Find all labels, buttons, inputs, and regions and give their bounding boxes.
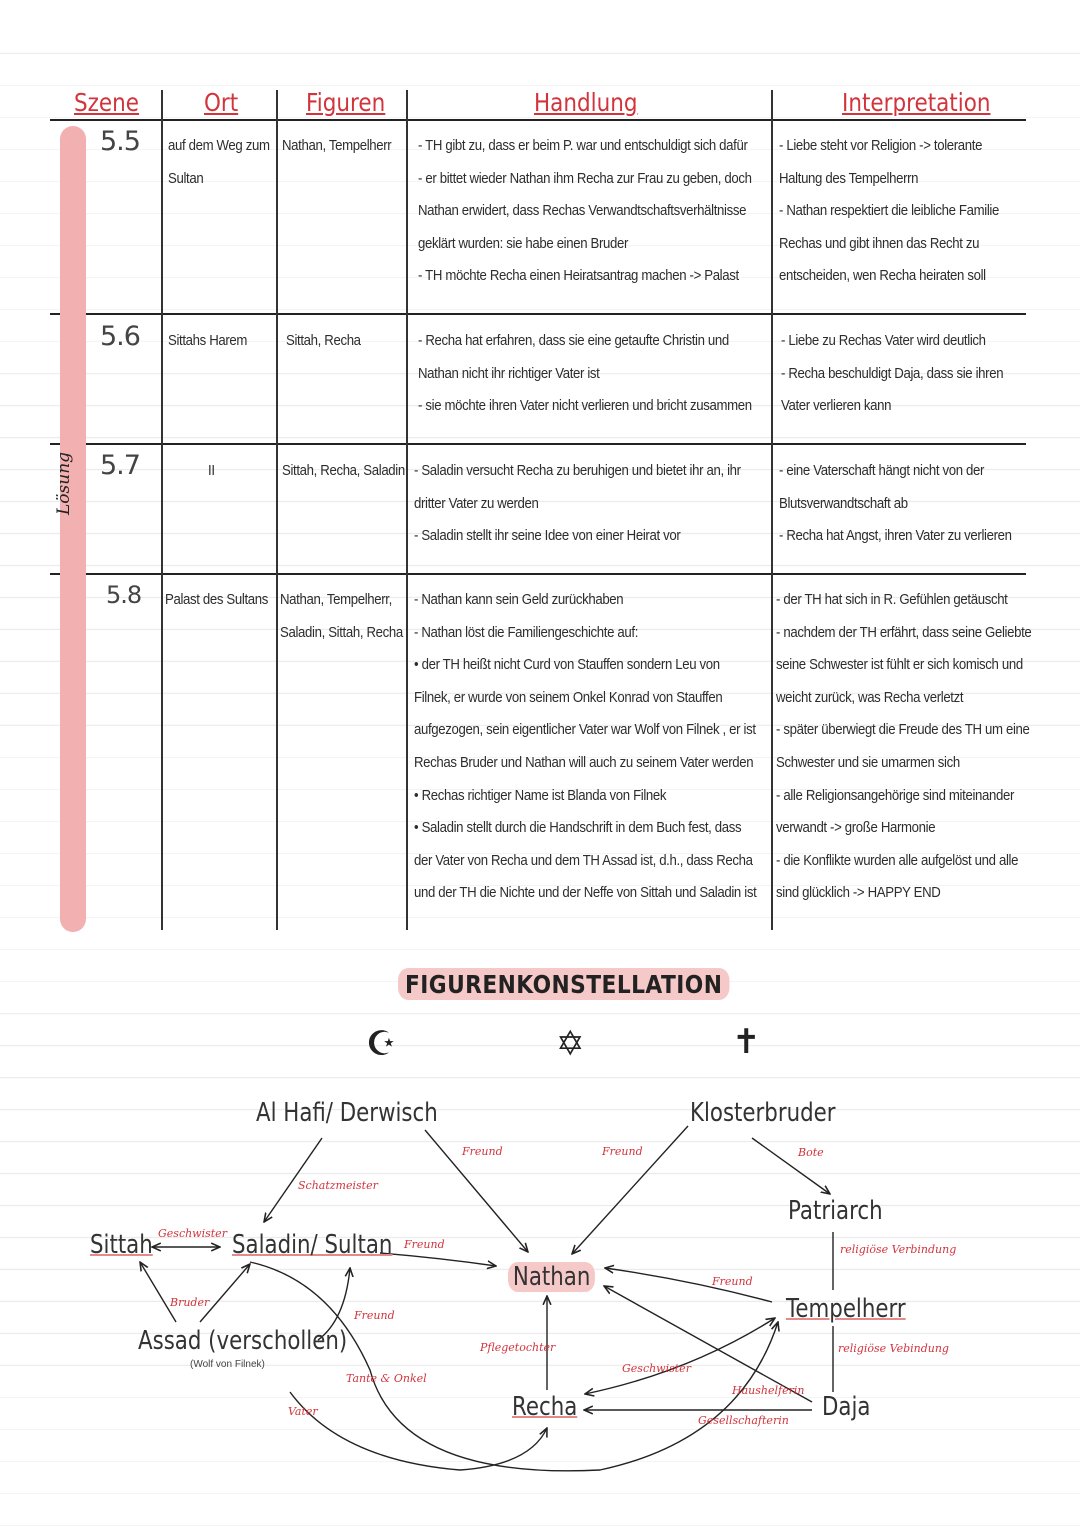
cell-handlung: - Saladin versucht Recha zu beruhigen und bietet ihr an, ihr dritter Vater zu werden - Saladin stellt ihr seine Idee von einer Heirat vor	[414, 462, 741, 545]
arrow-saladin-tempelherr	[250, 1262, 778, 1471]
arrow-assad-sittah	[140, 1262, 176, 1322]
label-religioese-verbindung: religiöse Verbindung	[840, 1243, 957, 1256]
label-freund: Freund	[404, 1238, 445, 1251]
cell-ort: Palast des Sultans	[165, 591, 269, 608]
crescent-star-icon: ☪	[366, 1025, 397, 1063]
node-assad: Assad (verschollen)	[138, 1326, 348, 1356]
label-freund: Freund	[602, 1145, 643, 1158]
label-schatzmeister: Schatzmeister	[298, 1179, 378, 1192]
cell-interpretation: - der TH hat sich in R. Gefühlen getäuscht - nachdem der TH erfährt, dass seine Geliebte seine Schwester ist fühlt er sich komisch und weicht zurück, was Recha verletzt - später überwiegt die Freude des TH um eine Schwester und sie umarmen sich - alle Religionsangehörige sind miteinander verwandt -> große Harmonie - die Konflikte wurden alle aufgelöst und alle sind glücklich -> HAPPY END	[776, 591, 1032, 902]
header-figuren: Figuren	[306, 88, 386, 117]
section-title: FIGURENKONSTELLATION	[398, 968, 729, 1000]
label-geschwister: Geschwister	[622, 1362, 691, 1375]
sidebar-label: Lösung	[54, 451, 74, 515]
label-gesellschafterin: Gesellschafterin	[698, 1414, 789, 1427]
node-assad-subtitle: (Wolf von Filnek)	[190, 1359, 265, 1370]
cell-ort: Sittahs Harem	[168, 332, 248, 349]
cell-handlung: - Nathan kann sein Geld zurückhaben - Nathan löst die Familiengeschichte auf: • der TH heißt nicht Curd von Stauffen sondern Leu von Filnek, er wurde von seinem Onkel Konrad von Stauffen aufgezogen, sein eigentlicher Vater war Wolf von Filnek , er ist Rechas Bruder und Nathan will auch zu seinem Vater werden • Rechas richtiger Name ist Blanda von Filnek • Saladin stellt durch die Handschrift in dem Buch fest, dass der Vater von Recha und dem TH Assad ist, d.h., dass Recha und der TH die Nichte und der Neffe von Sittah und Saladin ist	[414, 591, 757, 902]
label-pflegetochter: Pflegetochter	[480, 1341, 556, 1354]
label-freund: Freund	[712, 1275, 753, 1288]
label-tante-onkel: Tante & Onkel	[346, 1372, 427, 1385]
label-bruder: Bruder	[170, 1296, 210, 1309]
node-tempelherr: Tempelherr	[786, 1294, 906, 1324]
label-haushelferin: Haushelferin	[732, 1384, 805, 1397]
label-bote: Bote	[798, 1146, 824, 1159]
node-klosterbruder: Klosterbruder	[690, 1098, 836, 1128]
cell-ort: auf dem Weg zum Sultan	[168, 137, 270, 187]
header-handlung: Handlung	[534, 88, 638, 117]
header-interpretation: Interpretation	[842, 88, 991, 117]
label-geschwister: Geschwister	[158, 1227, 227, 1240]
node-saladin: Saladin/ Sultan	[232, 1230, 393, 1260]
header-ort: Ort	[204, 88, 239, 117]
node-al-hafi: Al Hafi/ Derwisch	[256, 1098, 438, 1128]
node-sittah: Sittah	[90, 1230, 153, 1260]
node-recha: Recha	[512, 1392, 578, 1422]
node-patriarch: Patriarch	[788, 1196, 883, 1226]
star-of-david-icon: ✡	[556, 1025, 585, 1063]
cross-icon: ✝	[732, 1023, 761, 1061]
cell-figuren: Nathan, Tempelherr, Saladin, Sittah, Recha	[280, 591, 403, 641]
cell-ort: II	[208, 462, 215, 479]
label-vater: Vater	[288, 1405, 318, 1418]
cell-interpretation: - Liebe zu Rechas Vater wird deutlich - Recha beschuldigt Daja, dass sie ihren Vater verlieren kann	[781, 332, 1004, 415]
cell-interpretation: - Liebe steht vor Religion -> tolerante Haltung des Tempelherrn - Nathan respektiert die leibliche Familie Rechas und gibt ihnen das Recht zu entscheiden, wen Recha heiraten soll	[779, 137, 999, 285]
cell-interpretation: - eine Vaterschaft hängt nicht von der Blutsverwandtschaft ab - Recha hat Angst, ihren Vater zu verlieren	[779, 462, 1012, 545]
cell-figuren: Nathan, Tempelherr	[282, 137, 392, 154]
arrow-assad-saladin	[200, 1264, 250, 1322]
scene-number: 5.5	[100, 126, 140, 157]
cell-handlung: - TH gibt zu, dass er beim P. war und entschuldigt sich dafür - er bittet wieder Nathan ihm Recha zur Frau zu geben, doch Nathan erwidert, dass Rechas Verwandtschaftsverhältnisse geklärt wurden: sie habe einen Bruder - TH möchte Recha einen Heiratsantrag machen -> Palast	[418, 137, 752, 285]
scene-number: 5.7	[100, 450, 140, 481]
label-freund: Freund	[354, 1309, 395, 1322]
arrow-assad-recha	[290, 1392, 547, 1470]
scene-number: 5.8	[106, 581, 142, 609]
scene-number: 5.6	[100, 321, 140, 352]
arrow-recha-tempelherr	[585, 1318, 775, 1394]
label-religioese-verbindung: religiöse Vebindung	[838, 1342, 949, 1355]
cell-figuren: Sittah, Recha	[286, 332, 361, 349]
header-szene: Szene	[74, 88, 140, 117]
node-nathan: Nathan	[508, 1262, 595, 1292]
cell-figuren: Sittah, Recha, Saladin	[282, 462, 405, 479]
label-freund: Freund	[462, 1145, 503, 1158]
cell-handlung: - Recha hat erfahren, dass sie eine getaufte Christin und Nathan nicht ihr richtiger Vater ist - sie möchte ihren Vater nicht verlieren und bricht zusammen	[418, 332, 752, 415]
node-daja: Daja	[822, 1392, 871, 1422]
arrow-saladin-nathan	[380, 1253, 496, 1266]
